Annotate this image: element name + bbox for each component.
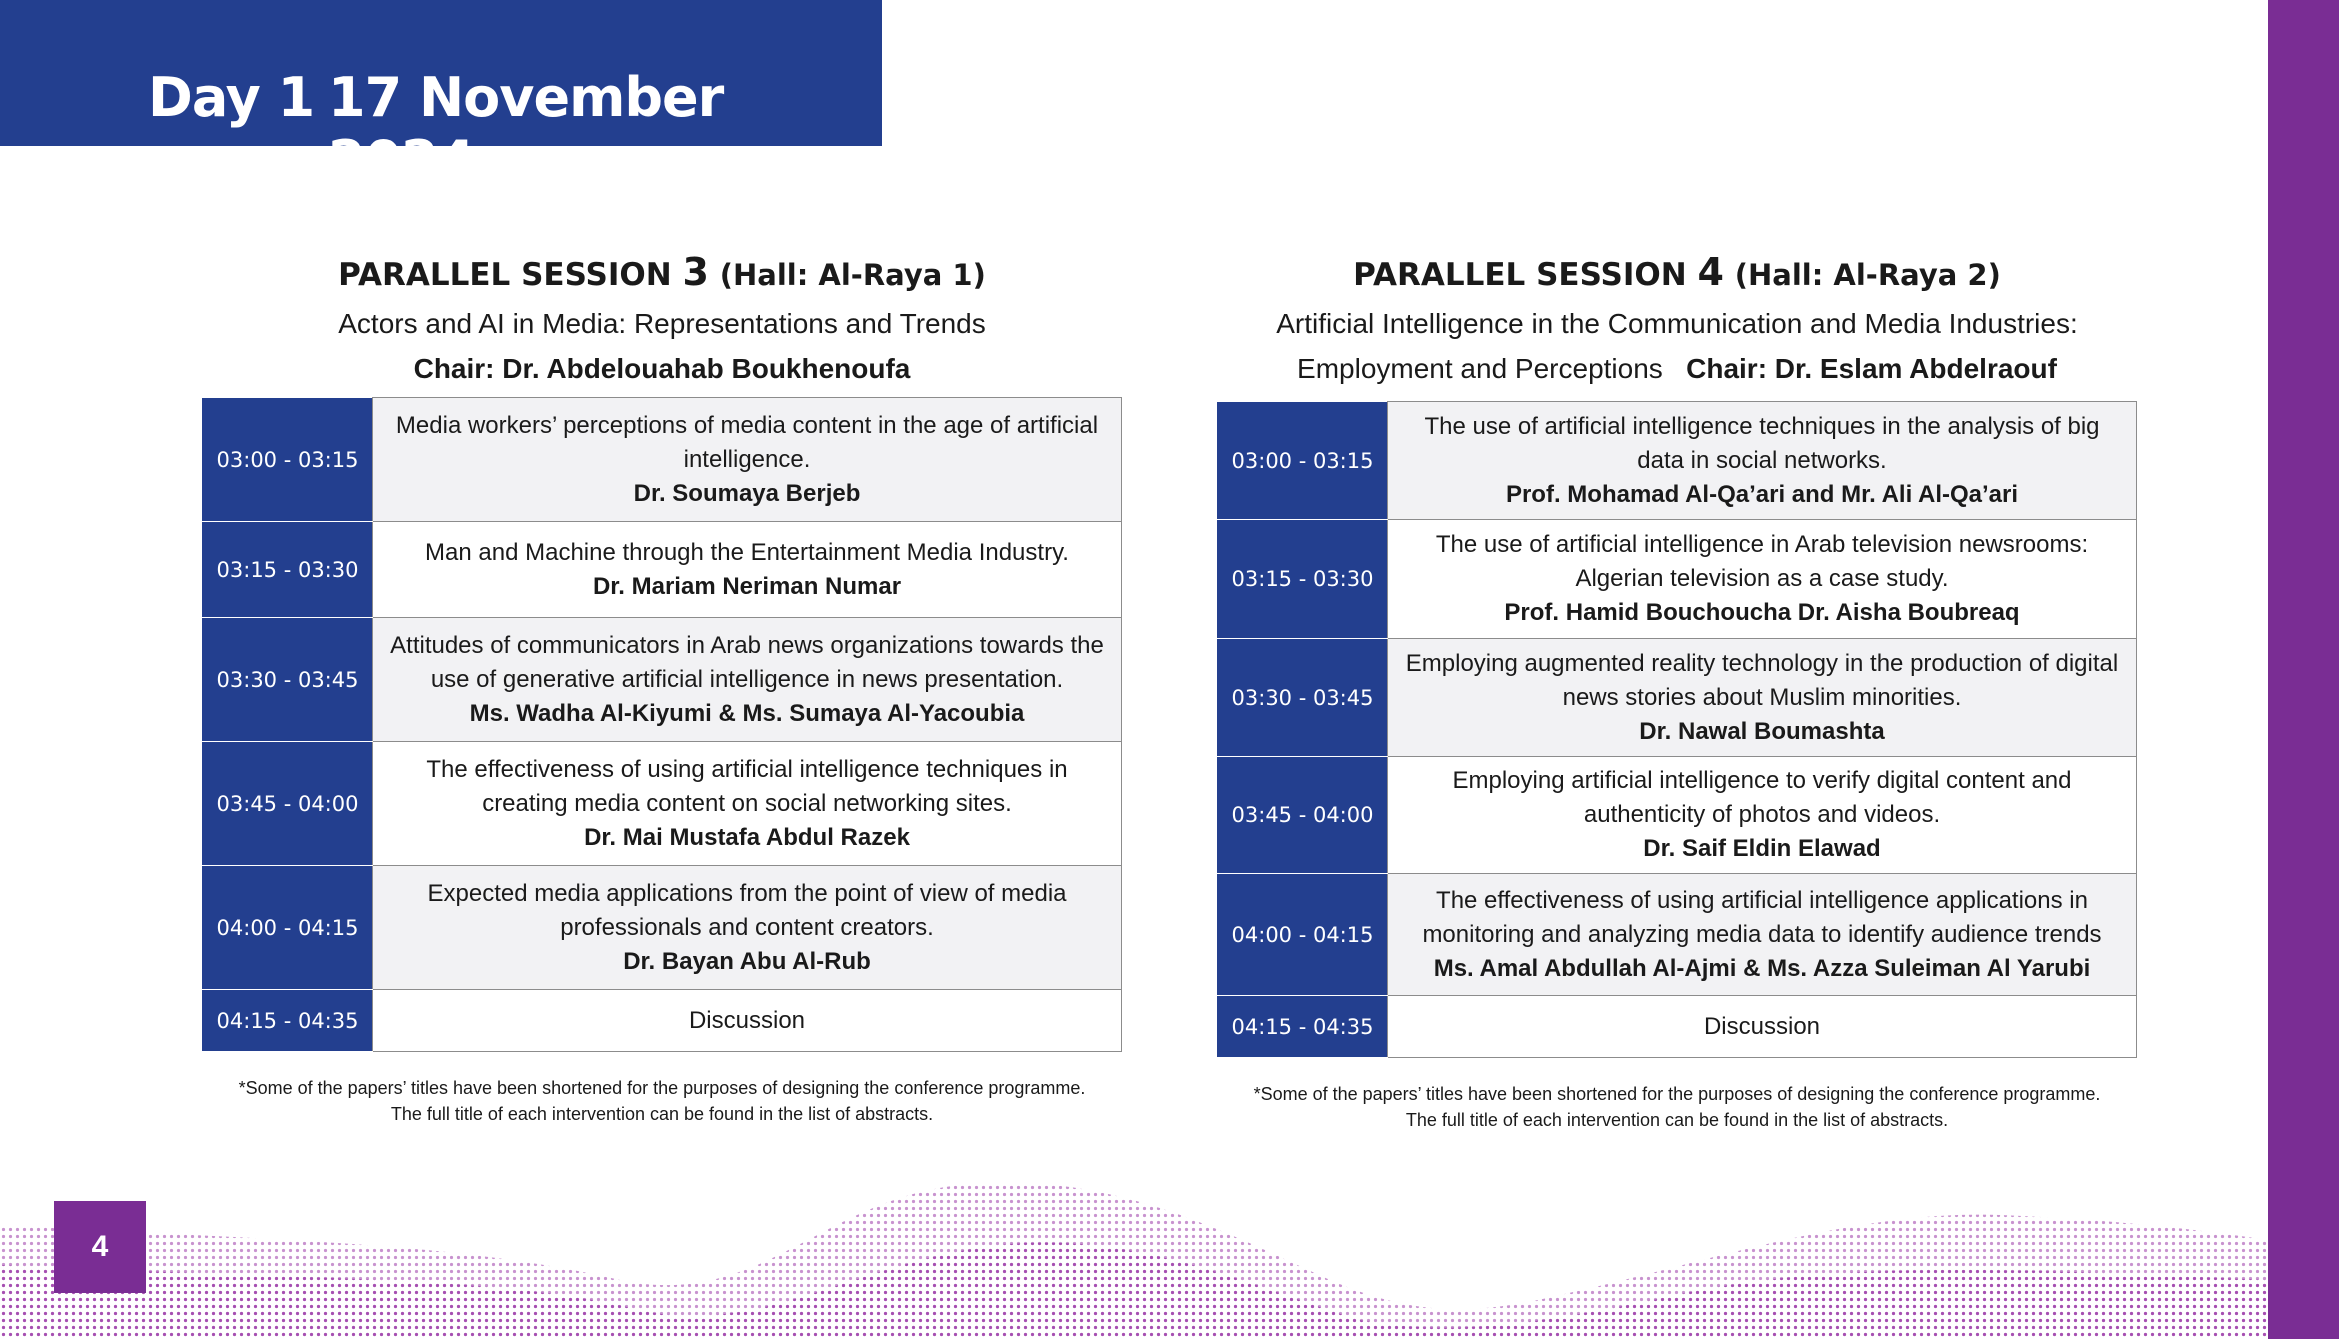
table-row — [1218, 520, 2137, 639]
paper-author: Dr. Bayan Abu Al-Rub — [623, 947, 871, 975]
session-4-subtitle-2: Employment and Perceptions — [1297, 353, 1663, 384]
paper-title: Employing augmented reality technology in the production of digital news stories about Muslim minorities. — [1405, 649, 2119, 711]
paper-title: The use of artificial intelligence techniques in the analysis of big data in social networks. — [1424, 412, 2100, 474]
table-row — [1218, 996, 2137, 1058]
discussion-cell: Discussion — [373, 990, 1122, 1052]
paper-title: The effectiveness of using artificial intelligence applications in monitoring and analyzing media data to identify audience trends — [1422, 886, 2102, 948]
paper-author: Prof. Mohamad Al-Qa’ari and Mr. Ali Al-Qa’ari — [1505, 480, 2019, 508]
page-number: 4 — [54, 1201, 146, 1293]
paper-cell — [373, 398, 1122, 522]
time-slot: 03:00 - 03:15 — [203, 398, 373, 522]
table-row — [1218, 639, 2137, 757]
paper-title: Expected media applications from the point of view of media professionals and content creators. — [427, 879, 1067, 941]
paper-cell — [373, 742, 1122, 866]
session-4-subtitle: Artificial Intelligence in the Communication and Media Industries: — [1276, 308, 2078, 339]
paper-title: Attitudes of communicators in Arab news organizations towards the use of generative artificial intelligence in news presentation. — [390, 631, 1104, 693]
time-slot: 03:30 - 03:45 — [1218, 639, 1388, 757]
paper-cell — [1388, 639, 2137, 757]
session-4-subtitle-line2 — [1217, 346, 2137, 391]
session-3-schedule-table — [202, 397, 1122, 1052]
paper-cell — [1388, 757, 2137, 874]
time-slot: 04:00 - 04:15 — [1218, 874, 1388, 996]
time-slot: 03:15 - 03:30 — [1218, 520, 1388, 639]
footnote-line: The full title of each intervention can be found in the list of abstracts. — [1405, 1110, 1949, 1130]
session-number: 4 — [1697, 250, 1724, 294]
day-header — [0, 0, 882, 192]
session-4-title — [1217, 246, 2137, 301]
paper-author: Ms. Amal Abdullah Al-Ajmi & Ms. Azza Suleiman Al Yarubi — [1433, 954, 2091, 982]
decorative-dot-wave — [0, 1170, 2268, 1339]
discussion-cell: Discussion — [1388, 996, 2137, 1058]
time-slot: 03:15 - 03:30 — [203, 522, 373, 618]
table-row — [203, 866, 1122, 990]
session-3-footnote — [202, 1075, 1122, 1127]
time-slot: 03:45 - 04:00 — [203, 742, 373, 866]
table-row — [1218, 402, 2137, 520]
table-row — [203, 398, 1122, 522]
paper-cell — [373, 866, 1122, 990]
day-label: Day 1 — [148, 66, 315, 129]
time-slot: 04:15 - 04:35 — [1218, 996, 1388, 1058]
session-4 — [1217, 246, 2137, 1040]
session-4-schedule-table — [1217, 401, 2137, 1058]
time-slot: 03:00 - 03:15 — [1218, 402, 1388, 520]
session-3-chair: Chair: Dr. Abdelouahab Boukhenoufa — [413, 353, 911, 384]
table-row — [1218, 757, 2137, 874]
paper-author: Prof. Hamid Bouchoucha Dr. Aisha Boubreaq — [1504, 599, 2020, 626]
time-slot: 04:15 - 04:35 — [203, 990, 373, 1052]
session-hall: (Hall: Al-Raya 1) — [719, 258, 986, 292]
time-slot: 03:45 - 04:00 — [1218, 757, 1388, 874]
paper-cell — [373, 522, 1122, 618]
session-number: 3 — [682, 250, 709, 294]
session-3-title — [202, 246, 1122, 301]
paper-author: Dr. Mai Mustafa Abdul Razek — [584, 823, 910, 851]
footnote-line: The full title of each intervention can be found in the list of abstracts. — [390, 1104, 934, 1124]
paper-author: Dr. Nawal Boumashta — [1639, 717, 1885, 745]
session-hall: (Hall: Al-Raya 2) — [1734, 258, 2001, 292]
table-row — [203, 990, 1122, 1052]
table-row — [1218, 874, 2137, 996]
footnote-line: *Some of the papers’ titles have been shortened for the purposes of designing the conference programme. — [1253, 1084, 2101, 1104]
session-title-prefix: PARALLEL SESSION — [1353, 257, 1687, 293]
paper-title: Man and Machine through the Entertainment Media Industry. — [425, 538, 1069, 566]
session-3-subtitle: Actors and AI in Media: Representations and Trends — [338, 308, 986, 339]
paper-cell — [1388, 874, 2137, 996]
right-accent-strip — [2268, 0, 2339, 1339]
footnote-line: *Some of the papers’ titles have been shortened for the purposes of designing the conference programme. — [238, 1078, 1086, 1098]
paper-cell — [373, 618, 1122, 742]
paper-cell — [1388, 402, 2137, 520]
time-slot: 04:00 - 04:15 — [203, 866, 373, 990]
paper-author: Dr. Mariam Neriman Numar — [592, 572, 902, 600]
paper-author: Dr. Saif Eldin Elawad — [1643, 835, 1881, 862]
paper-title: Employing artificial intelligence to verify digital content and authenticity of photos and videos. — [1452, 767, 2072, 828]
session-title-prefix: PARALLEL SESSION — [338, 257, 672, 293]
session-4-chair: Chair: Dr. Eslam Abdelraouf — [1686, 353, 2057, 384]
paper-title: The effectiveness of using artificial intelligence techniques in creating media content on social networking sites. — [426, 755, 1068, 817]
table-row — [203, 522, 1122, 618]
time-slot: 03:30 - 03:45 — [203, 618, 373, 742]
table-row — [203, 742, 1122, 866]
table-row — [203, 618, 1122, 742]
paper-cell — [1388, 520, 2137, 639]
session-4-footnote — [1217, 1081, 2137, 1133]
paper-title: The use of artificial intelligence in Arab television newsrooms: Algerian television as a case study. — [1435, 531, 2089, 592]
session-3 — [202, 246, 1122, 1034]
paper-author: Ms. Wadha Al-Kiyumi & Ms. Sumaya Al-Yacoubia — [469, 699, 1025, 727]
date-label: 17 November 2024 — [328, 66, 724, 192]
paper-author: Dr. Soumaya Berjeb — [633, 479, 861, 507]
paper-title: Media workers’ perceptions of media content in the age of artificial intelligence. — [395, 411, 1099, 473]
